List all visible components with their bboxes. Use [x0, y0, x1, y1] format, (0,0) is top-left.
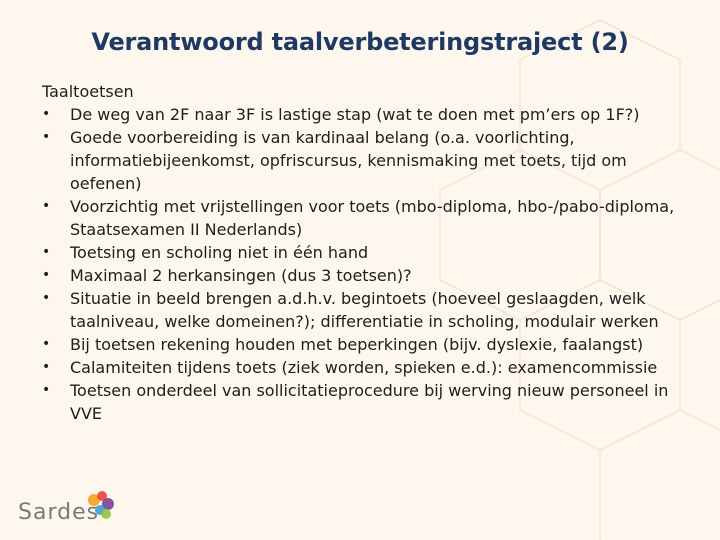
bullet-text: Toetsen onderdeel van sollicitatieprocedure bij werving nieuw personeel in VVE: [70, 381, 669, 423]
bullet-item: [42, 333, 682, 356]
bullet-marker: •: [42, 359, 51, 375]
bullet-text: Goede voorbereiding is van kardinaal belang (o.a. voorlichting, informatiebijeenkomst, opfriscursus, kennismaking met toets, tijd om oefenen): [70, 128, 627, 193]
bullet-item: [42, 356, 682, 379]
bullet-marker: •: [42, 106, 51, 122]
bullet-marker: •: [42, 336, 51, 352]
bullet-item: [42, 379, 682, 425]
bullet-text: Toetsing en scholing niet in één hand: [70, 243, 369, 262]
bullet-marker: •: [42, 267, 51, 283]
logo-text: Sardes: [18, 500, 100, 525]
bullet-text: De weg van 2F naar 3F is lastige stap (wat te doen met pm’ers op 1F?): [70, 105, 640, 124]
slide-content: [42, 80, 682, 425]
bullet-marker: •: [42, 244, 51, 260]
bullet-marker: •: [42, 382, 51, 398]
bullet-text: Calamiteiten tijdens toets (ziek worden, spieken e.d.): examencommissie: [70, 358, 658, 377]
logo-dot: [101, 509, 111, 519]
bullet-text: Situatie in beeld brengen a.d.h.v. begintoets (hoeveel geslaagden, welk taalniveau, welke domeinen?); differentiatie in scholing, modulair werken: [70, 289, 659, 331]
section-heading: Taaltoetsen: [42, 82, 134, 101]
bullet-text: Maximaal 2 herkansingen (dus 3 toetsen)?: [70, 266, 412, 285]
bullet-item: [42, 126, 682, 195]
bullet-marker: •: [42, 129, 51, 145]
bullet-item: [42, 241, 682, 264]
bullet-marker: •: [42, 198, 51, 214]
bullet-item: [42, 103, 682, 126]
bullet-list: [42, 103, 682, 425]
bullet-text: Bij toetsen rekening houden met beperkingen (bijv. dyslexie, faalangst): [70, 335, 644, 354]
bullet-item: [42, 287, 682, 333]
slide-title: Verantwoord taalverbeteringstraject (2): [91, 28, 629, 56]
bullet-text: Voorzichtig met vrijstellingen voor toets (mbo-diploma, hbo-/pabo-diploma, Staatsexamen II Nederlands): [70, 197, 675, 239]
bullet-marker: •: [42, 290, 51, 306]
bullet-item: [42, 264, 682, 287]
bullet-item: [42, 195, 682, 241]
